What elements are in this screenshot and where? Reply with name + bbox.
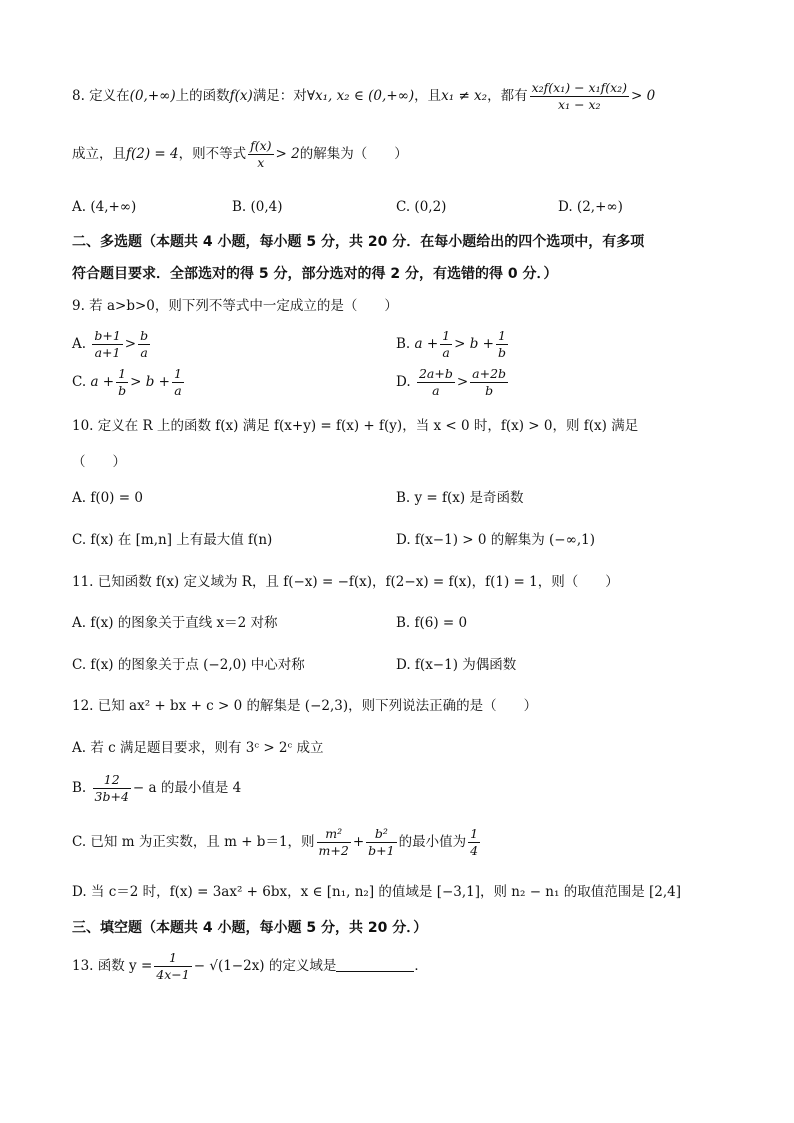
frac-den: 3b+4	[94, 789, 129, 804]
q12-c-pre: C. 已知 m 为正实数，且 m + b＝1，则	[72, 834, 315, 850]
frac-den: a+1	[94, 345, 121, 360]
q8-ineq-fraction	[248, 138, 273, 171]
q9-b-mid: > b +	[454, 336, 494, 352]
q9-d-op: >	[456, 374, 469, 390]
frac-num: 2a+b	[418, 366, 453, 381]
q8-frac-den: x₁ − x₂	[558, 97, 601, 112]
q9-option-c	[72, 366, 186, 399]
q8-text: ，都有	[487, 88, 528, 104]
section2-heading-line1: 二、多选题（本题共 4 小题，每小题 5 分，共 20 分．在每小题给出的四个选项中，有多项	[72, 234, 645, 250]
q12-b-tail: − a 的最小值是 4	[132, 780, 242, 796]
q8-ineq-den: x	[257, 155, 265, 170]
q13-pre: 13. 函数 y =	[72, 958, 153, 974]
frac-den: 4x−1	[156, 967, 190, 982]
q10-option-c: C. f(x) 在 [m,n] 上有最大值 f(n)	[72, 532, 273, 548]
frac-num: 1	[496, 328, 508, 345]
q11-option-c: C. f(x) 的图象关于点 (−2,0) 中心对称	[72, 657, 305, 673]
q8-text: ，且	[414, 88, 442, 104]
q13-end: ．	[414, 958, 428, 974]
q9-a-label: A.	[72, 336, 87, 352]
q9-stem: 9. 若 a>b>0，则下列不等式中一定成立的是（ ）	[72, 298, 398, 314]
q12-c-frac1	[317, 826, 351, 859]
q9-d-frac1	[417, 366, 455, 399]
q12-option-c	[72, 826, 482, 859]
frac-den: a	[442, 345, 450, 360]
q8-text: 8. 定义在	[72, 88, 130, 104]
q10-stem-line1: 10. 定义在 R 上的函数 f(x) 满足 f(x+y) = f(x) + f(y)，当 x < 0 时，f(x) > 0，则 f(x) 满足	[72, 418, 639, 434]
frac-den: b	[118, 383, 127, 398]
q13-frac	[154, 950, 191, 983]
frac-den: m+2	[318, 843, 349, 858]
q10-option-d: D. f(x−1) > 0 的解集为 (−∞,1)	[396, 532, 596, 548]
frac-den: 4	[470, 843, 479, 858]
q11-option-b: B. f(6) = 0	[396, 615, 468, 631]
q9-option-d	[396, 366, 510, 399]
q13-answer-blank[interactable]	[336, 957, 414, 972]
q8-text: 满足：对	[252, 88, 307, 104]
q8-fraction	[530, 80, 629, 113]
frac-den: b+1	[368, 843, 395, 858]
q12-option-d: D. 当 c＝2 时，f(x) = 3ax² + 6bx，x ∈ [n₁, n₂] 的值域是 [−3,1]，则 n₂ − n₁ 的取值范围是 [2,4]	[72, 884, 681, 900]
q8-line1	[72, 80, 724, 113]
q12-stem: 12. 已知 ax² + bx + c > 0 的解集是 (−2,3)，则下列说法正确的是（ ）	[72, 698, 538, 714]
q8-option-a: A. (4,+∞)	[72, 199, 137, 215]
q8-text: 上的函数	[175, 88, 230, 104]
frac-den: b	[485, 383, 494, 398]
q13-mid: − √(1−2x) 的定义域是	[193, 958, 337, 974]
q8-text: 成立，且	[72, 146, 126, 162]
q8-ineq-num: f(x)	[250, 138, 272, 153]
q9-d-frac2	[470, 366, 508, 399]
q13-stem	[72, 950, 428, 983]
q8-gt0: > 0	[631, 88, 656, 104]
q8-line2	[72, 138, 724, 171]
q8-domain: (0,+∞)	[129, 88, 176, 104]
frac-num: b	[140, 328, 149, 343]
frac-num: 1	[173, 366, 182, 381]
q12-option-b	[72, 772, 241, 805]
frac-den: a	[432, 383, 440, 398]
section2-heading-line2: 符合题目要求．全部选对的得 5 分，部分选对的得 2 分，有选错的得 0 分．）	[72, 266, 558, 282]
q9-d-label: D.	[396, 374, 411, 390]
q8-text: 的解集为（ ）	[299, 146, 408, 162]
q8-fx: f(x)	[229, 88, 253, 104]
q9-c-frac1	[116, 366, 128, 399]
frac-num: 1	[154, 950, 191, 967]
q10-option-b: B. y = f(x) 是奇函数	[396, 490, 524, 506]
q8-text: ，则不等式	[178, 146, 247, 162]
q9-option-b	[396, 328, 510, 361]
q12-c-frac2	[366, 826, 396, 859]
frac-den: a	[140, 345, 148, 360]
q11-option-d: D. f(x−1) 为偶函数	[396, 657, 517, 673]
frac-num: a+2b	[472, 366, 507, 381]
frac-num: 1	[442, 328, 451, 343]
q8-option-b: B. (0,4)	[232, 199, 283, 215]
q9-c-mid: > b +	[130, 374, 170, 390]
q12-option-a: A. 若 c 满足题目要求，则有 3ᶜ > 2ᶜ 成立	[72, 740, 324, 756]
q12-c-mid: 的最小值为	[398, 834, 467, 850]
q9-c-pre: a +	[90, 374, 115, 390]
q9-a-frac1	[92, 328, 122, 361]
q9-a-op: >	[124, 336, 137, 352]
q11-option-a: A. f(x) 的图象关于直线 x＝2 对称	[72, 615, 278, 631]
frac-num: 1	[470, 826, 479, 841]
frac-num: 1	[116, 366, 128, 383]
frac-num: b+1	[94, 328, 121, 343]
section3-heading: 三、填空题（本题共 4 小题，每小题 5 分，共 20 分．）	[72, 920, 428, 936]
q11-stem: 11. 已知函数 f(x) 定义域为 R，且 f(−x) = −f(x)，f(2−x) = f(x)，f(1) = 1，则（ ）	[72, 574, 619, 590]
q12-b-frac	[93, 772, 131, 805]
q9-c-frac2	[172, 366, 184, 399]
q10-stem-line2: （ ）	[72, 454, 126, 470]
q12-b-label: B.	[72, 780, 87, 796]
q8-gt2: > 2	[275, 146, 300, 162]
frac-num: m²	[317, 826, 351, 843]
q9-a-frac2	[138, 328, 150, 361]
q8-forall: ∀x₁, x₂ ∈ (0,+∞)	[306, 88, 415, 104]
frac-den: b	[497, 345, 506, 360]
q9-option-a	[72, 328, 152, 361]
q9-b-frac2	[496, 328, 508, 361]
q8-frac-num: x₂f(x₁) − x₁f(x₂)	[531, 80, 628, 95]
q8-f2: f(2) = 4	[126, 146, 179, 162]
q10-option-a: A. f(0) = 0	[72, 490, 143, 506]
frac-den: a	[174, 383, 182, 398]
frac-num: b²	[366, 826, 396, 843]
q9-c-label: C.	[72, 374, 87, 390]
q12-c-frac3	[468, 826, 480, 859]
q8-neq: x₁ ≠ x₂	[441, 88, 488, 104]
q8-option-c: C. (0,2)	[396, 199, 447, 215]
q9-b-frac1	[440, 328, 452, 361]
q8-option-d: D. (2,+∞)	[558, 199, 623, 215]
frac-num: 12	[93, 772, 131, 789]
q9-b-label: B.	[396, 336, 411, 352]
q12-c-plus: +	[352, 834, 365, 850]
q9-b-pre: a +	[414, 336, 439, 352]
